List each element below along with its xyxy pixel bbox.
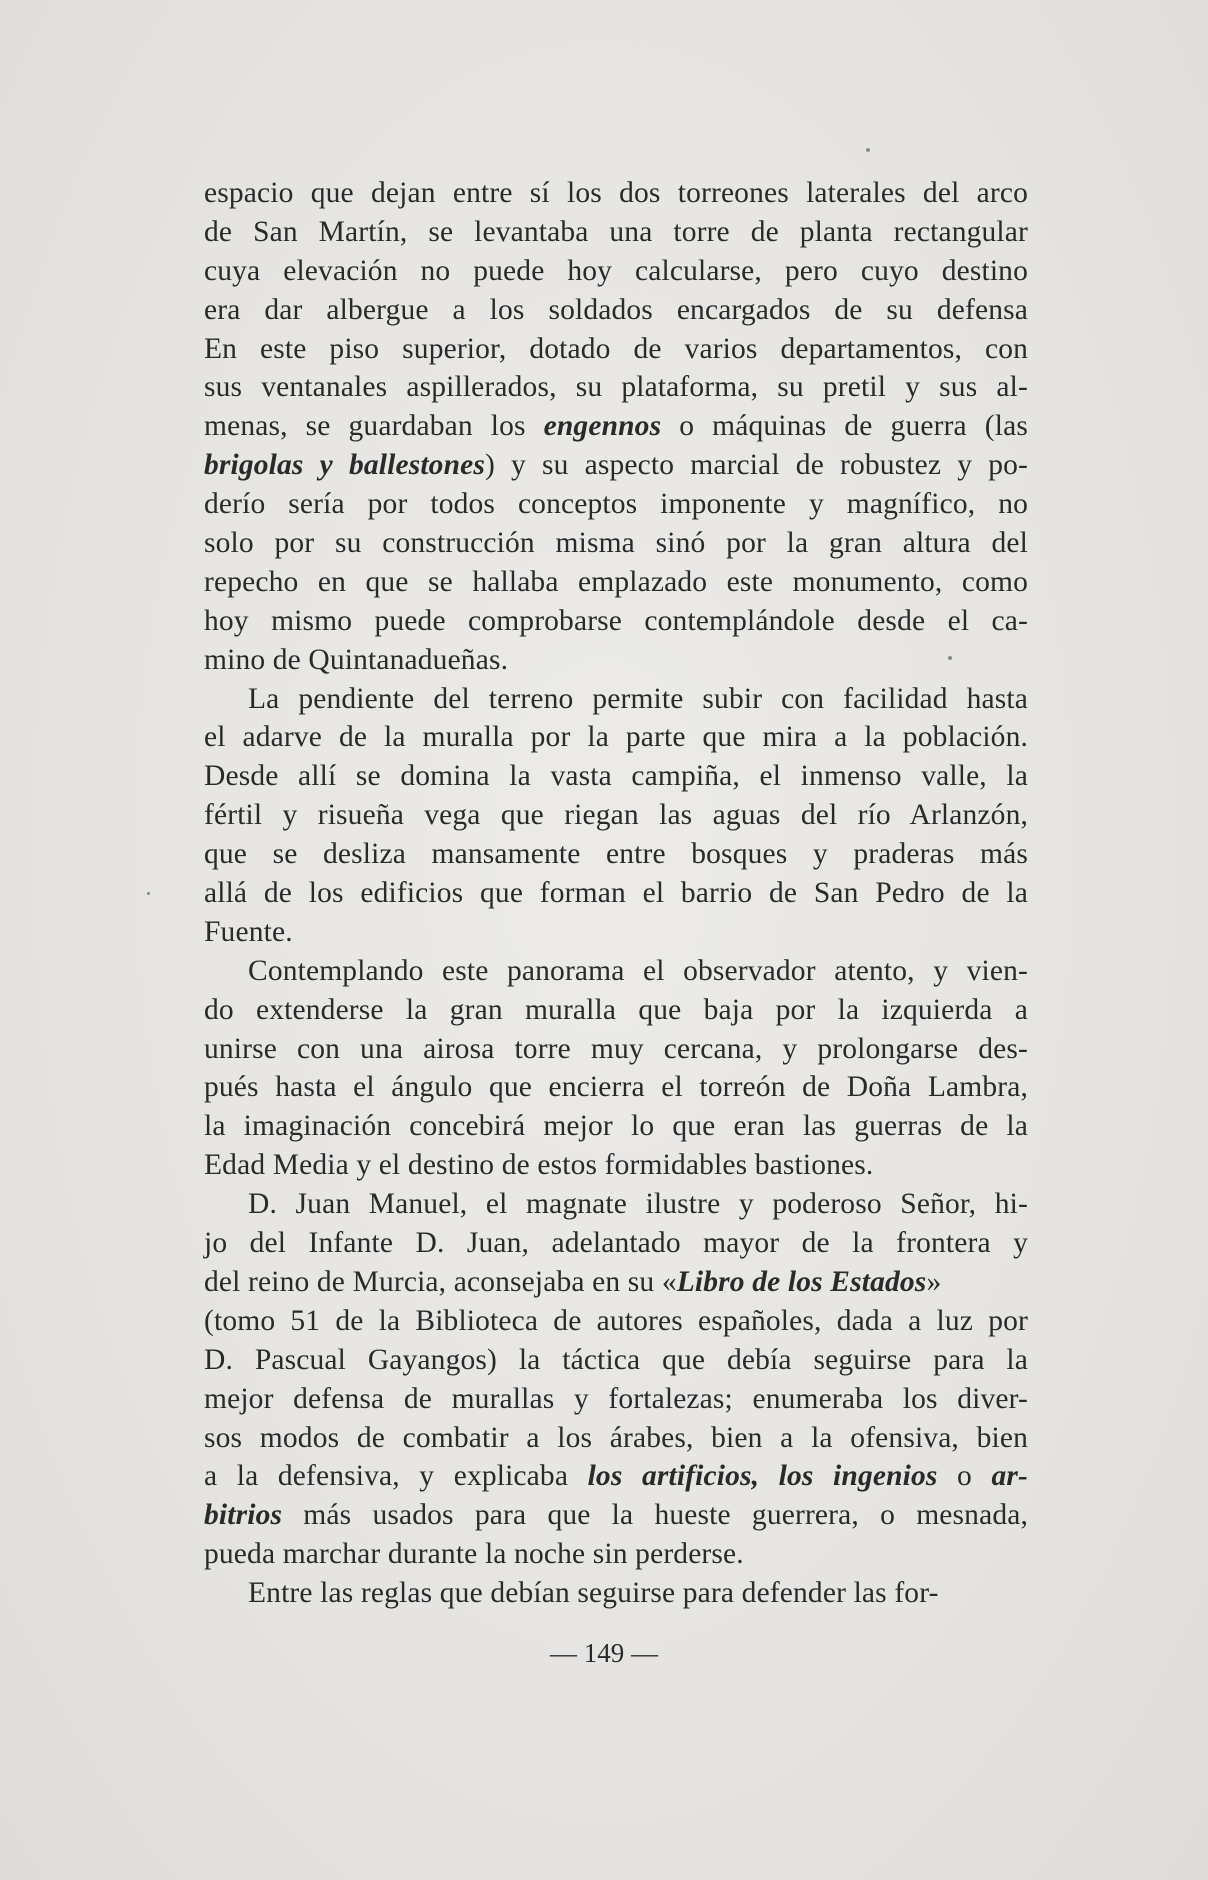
text-line xyxy=(204,1068,1028,1107)
text-run: jo del Infante D. Juan, adelantado mayor de la frontera y xyxy=(204,1227,1028,1260)
text-line xyxy=(204,1535,1028,1574)
text-line xyxy=(204,757,1028,796)
text-line xyxy=(204,524,1028,563)
text-run: Entre las reglas que debían seguirse para defender las for- xyxy=(248,1577,939,1610)
text-run: de San Martín, se levantaba una torre de planta rectangular xyxy=(204,215,1028,248)
text-line xyxy=(204,485,1028,524)
text-run: que se desliza mansamente entre bosques y praderas más xyxy=(204,838,1028,871)
text-run: pueda marchar durante la noche sin perderse. xyxy=(204,1538,744,1571)
text-line xyxy=(204,252,1028,291)
text-line xyxy=(204,1496,1028,1535)
text-run: (tomo 51 de la Biblioteca de autores españoles, dada a luz por xyxy=(204,1304,1028,1337)
text-line xyxy=(204,368,1028,407)
page-number: — 149 — xyxy=(550,1638,658,1668)
text-line xyxy=(204,641,1028,680)
italic-text: Libro de los Estados xyxy=(676,1265,927,1298)
text-run: hoy mismo puede comprobarse contemplándole desde el ca- xyxy=(204,604,1028,637)
text-line xyxy=(204,174,1028,213)
text-run: ) y su aspecto marcial de robustez y po- xyxy=(485,449,1028,482)
text-line xyxy=(204,680,1028,719)
text-line xyxy=(204,330,1028,369)
italic-text: los artificios, los ingenios xyxy=(587,1460,938,1493)
text-run: pués hasta el ángulo que encierra el torreón de Doña Lambra, xyxy=(204,1071,1028,1104)
text-run: el adarve de la muralla por la parte que mira a la población. xyxy=(204,721,1028,754)
text-line xyxy=(204,1030,1028,1069)
text-run: la imaginación concebirá mejor lo que eran las guerras de la xyxy=(204,1110,1028,1143)
text-run: solo por su construcción misma sinó por la gran altura del xyxy=(204,527,1028,560)
text-run: espacio que dejan entre sí los dos torreones laterales del arco xyxy=(204,177,1028,209)
text-run: fértil y risueña vega que riegan las aguas del río Arlanzón, xyxy=(204,799,1028,832)
text-run: sus ventanales aspillerados, su plataforma, su pretil y sus al- xyxy=(204,371,1028,404)
text-run: Contemplando este panorama el observador atento, y vien- xyxy=(248,954,1028,987)
text-line xyxy=(204,796,1028,835)
italic-text: bitrios xyxy=(204,1499,283,1532)
text-run: más usados para que la hueste guerrera, o mesnada, xyxy=(282,1499,1028,1532)
text-run: era dar albergue a los soldados encargados de su defensa xyxy=(204,293,1028,326)
text-run: mino de Quintanadueñas. xyxy=(204,643,509,676)
text-line xyxy=(204,1419,1028,1458)
text-run: o máquinas de guerra (las xyxy=(661,410,1028,443)
text-line xyxy=(204,602,1028,641)
italic-text: engennos xyxy=(543,410,662,443)
text-line xyxy=(204,874,1028,913)
text-line xyxy=(204,1263,1028,1302)
text-line xyxy=(204,213,1028,252)
text-run: repecho en que se hallaba emplazado este monumento, como xyxy=(204,565,1028,598)
text-run: sos modos de combatir a los árabes, bien a la ofensiva, bien xyxy=(204,1421,1028,1454)
text-run: D. Pascual Gayangos) la táctica que debía seguirse para la xyxy=(204,1343,1028,1376)
text-line xyxy=(204,1574,1028,1613)
text-line xyxy=(204,446,1028,485)
text-run: a la defensiva, y explicaba xyxy=(204,1460,588,1493)
text-run: derío sería por todos conceptos imponente y magnífico, no xyxy=(204,488,1028,521)
text-run: allá de los edificios que forman el barrio de San Pedro de la xyxy=(204,877,1028,910)
text-run: o xyxy=(937,1460,992,1493)
text-line xyxy=(204,1457,1028,1496)
text-run: del reino de Murcia, aconsejaba en su « xyxy=(204,1265,677,1298)
body-text xyxy=(204,174,1028,1613)
text-run: Fuente. xyxy=(204,915,293,948)
text-line xyxy=(204,913,1028,952)
text-line xyxy=(204,835,1028,874)
text-line xyxy=(204,1341,1028,1380)
italic-text: ar- xyxy=(991,1460,1028,1493)
text-line xyxy=(204,952,1028,991)
text-line xyxy=(204,991,1028,1030)
text-line xyxy=(204,1224,1028,1263)
text-run: D. Juan Manuel, el magnate ilustre y poderoso Señor, hi- xyxy=(248,1188,1028,1221)
text-run: La pendiente del terreno permite subir con facilidad hasta xyxy=(248,682,1028,715)
text-line xyxy=(204,563,1028,602)
text-line xyxy=(204,1107,1028,1146)
text-line xyxy=(204,1302,1028,1341)
text-line xyxy=(204,1380,1028,1419)
text-run: do extenderse la gran muralla que baja por la izquierda a xyxy=(204,993,1028,1026)
text-line xyxy=(204,407,1028,446)
text-line xyxy=(204,1185,1028,1224)
text-run: » xyxy=(926,1265,942,1298)
text-line xyxy=(204,718,1028,757)
print-speck xyxy=(866,148,870,152)
text-line xyxy=(204,291,1028,330)
italic-text: brigolas y ballestones xyxy=(204,449,485,482)
text-run: unirse con una airosa torre muy cercana, y prolongarse des- xyxy=(204,1032,1028,1065)
text-run: cuya elevación no puede hoy calcularse, pero cuyo destino xyxy=(204,254,1028,287)
text-run: mejor defensa de murallas y fortalezas; enumeraba los diver- xyxy=(204,1382,1028,1415)
text-run: En este piso superior, dotado de varios departamentos, con xyxy=(204,332,1028,365)
text-line xyxy=(204,1146,1028,1185)
text-run: menas, se guardaban los xyxy=(204,410,544,443)
text-run: Edad Media y el destino de estos formidables bastiones. xyxy=(204,1149,874,1182)
print-speck xyxy=(147,892,150,895)
text-run: Desde allí se domina la vasta campiña, el inmenso valle, la xyxy=(204,760,1028,793)
